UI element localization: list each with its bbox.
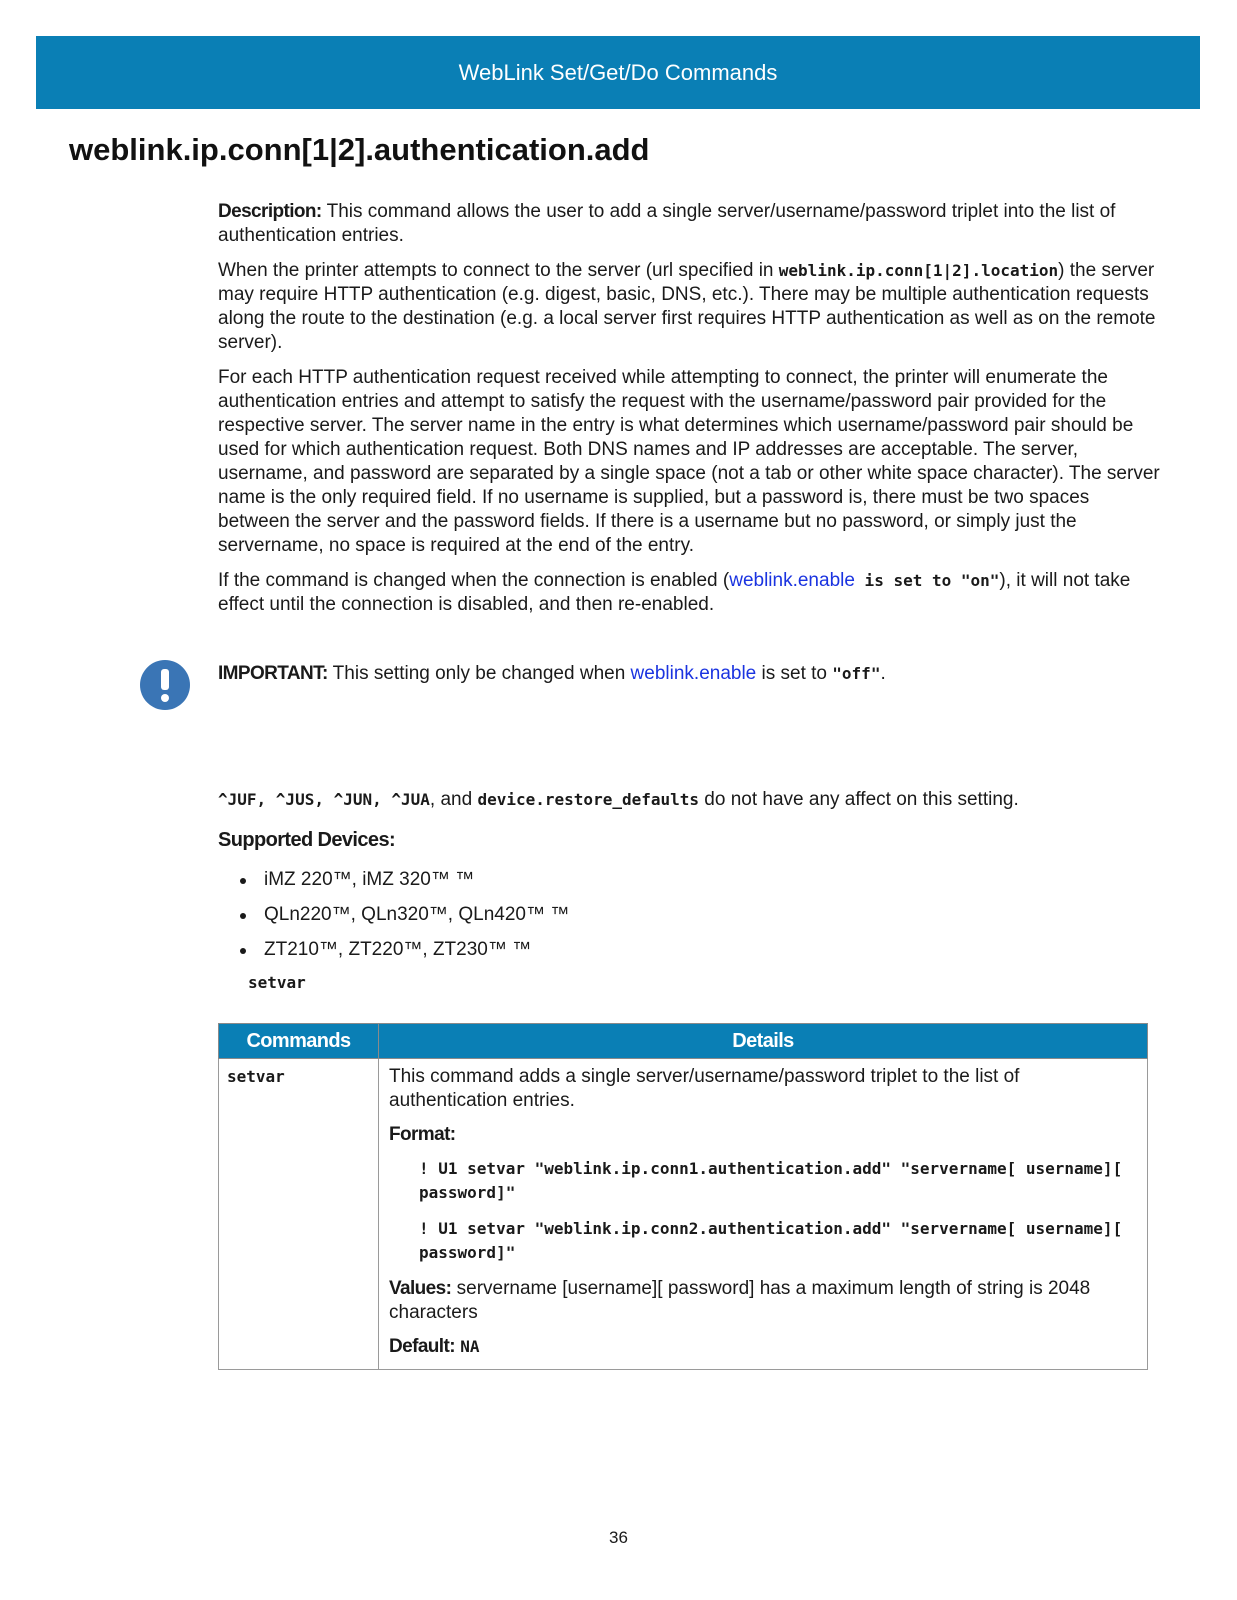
enable-paragraph-text-start: If the command is changed when the connection is enabled ( — [218, 570, 730, 591]
values-text: servername [username][ password] has a maximum length of string is 2048 characters — [389, 1278, 1091, 1323]
device-item: ZT210™, ZT220™, ZT230™ ™ — [218, 938, 1163, 973]
device-item: iMZ 220™, iMZ 320™ ™ — [218, 868, 1163, 903]
header-band — [36, 36, 1200, 109]
important-weblink-enable-link[interactable]: weblink.enable — [630, 663, 757, 684]
url-paragraph — [218, 259, 1163, 355]
important-text-mid: is set to — [756, 663, 833, 684]
description-label: Description: — [218, 201, 322, 222]
command-table — [218, 1023, 1148, 1370]
details-column-header: Details — [379, 1024, 1148, 1059]
weblink-enable-link[interactable]: weblink.enable — [729, 570, 855, 591]
enable-paragraph-text-end: ), it will not take effect until the connection is disabled, and then re-enabled. — [218, 570, 1131, 615]
ju-commands-code: ^JUF, ^JUS, ^JUN, ^JUA — [218, 790, 430, 809]
important-text-start: This setting only be changed when — [327, 663, 631, 684]
table-header-row — [219, 1024, 1148, 1059]
commands-column-header: Commands — [219, 1024, 379, 1059]
description-text: This command allows the user to add a single server/username/password triplet into the list of authentication entries. — [218, 201, 1116, 246]
detail-description: This command adds a single server/username/password triplet to the list of authentication entries. — [389, 1066, 1020, 1111]
values-paragraph — [389, 1277, 1137, 1325]
restore-note-end: do not have any affect on this setting. — [699, 789, 1019, 810]
format-label: Format: — [389, 1124, 456, 1145]
important-text-end: . — [880, 663, 886, 684]
default-value: NA — [460, 1337, 480, 1356]
description-paragraph — [218, 200, 1163, 248]
url-paragraph-text-start: When the printer attempts to connect to the server (url specified in — [218, 260, 779, 281]
format-line-conn1: ! U1 setvar "weblink.ip.conn1.authentication.add" "servername[ username][ password]" — [419, 1159, 1123, 1202]
header-title: WebLink Set/Get/Do Commands — [458, 59, 778, 85]
device-item: QLn220™, QLn320™, QLn420™ ™ — [218, 903, 1163, 938]
command-name: setvar — [227, 1067, 285, 1086]
page-number: 36 — [609, 1528, 628, 1547]
command-type: setvar — [248, 973, 306, 992]
details-cell — [379, 1059, 1148, 1370]
device-list — [218, 868, 1163, 973]
default-paragraph — [389, 1335, 1137, 1359]
restore-defaults-code: device.restore_defaults — [477, 790, 700, 809]
command-cell — [219, 1059, 379, 1370]
description-section — [218, 200, 1163, 628]
default-label: Default: — [389, 1336, 455, 1357]
values-label: Values: — [389, 1278, 452, 1299]
enable-paragraph — [218, 569, 1163, 617]
restore-note — [218, 788, 1163, 812]
restore-note-mid: , and — [429, 789, 478, 810]
off-code: "off" — [832, 664, 881, 683]
table-row — [219, 1059, 1148, 1370]
page-title: weblink.ip.conn[1|2].authentication.add — [69, 132, 650, 167]
url-paragraph-text-end: ) the server may require HTTP authentication (e.g. digest, basic, DNS, etc.). There may be multiple authentication requests along the route to the destination (e.g. a local server first requires HTTP authentication as well as on the remote server). — [218, 260, 1156, 353]
important-note — [140, 660, 1170, 710]
enable-code: is set to "on" — [854, 571, 1000, 590]
important-text — [218, 662, 886, 686]
format-line-conn2: ! U1 setvar "weblink.ip.conn2.authentication.add" "servername[ username][ password]" — [419, 1219, 1123, 1262]
exclamation-icon — [140, 660, 190, 710]
authentication-paragraph: For each HTTP authentication request received while attempting to connect, the printer will enumerate the authentication entries and attempt to satisfy the request with the username/password pair provided for the respective server. The server name in the entry is what determines which username/password pair should be used for which authentication request. Both DNS names and IP addresses are acceptable. The server, username, and password are separated by a single space (not a tab or other white space character). The server name is the only required field. If no username is supplied, but a password is, there must be two spaces between the server and the password fields. If there is a username but no password, or simply just the servername, no space is required at the end of the entry. — [218, 367, 1160, 556]
supported-devices-heading: Supported Devices: — [218, 829, 396, 851]
restore-and-devices-section — [218, 788, 1163, 995]
location-code: weblink.ip.conn[1|2].location — [778, 261, 1059, 280]
important-label: IMPORTANT: — [218, 663, 328, 684]
